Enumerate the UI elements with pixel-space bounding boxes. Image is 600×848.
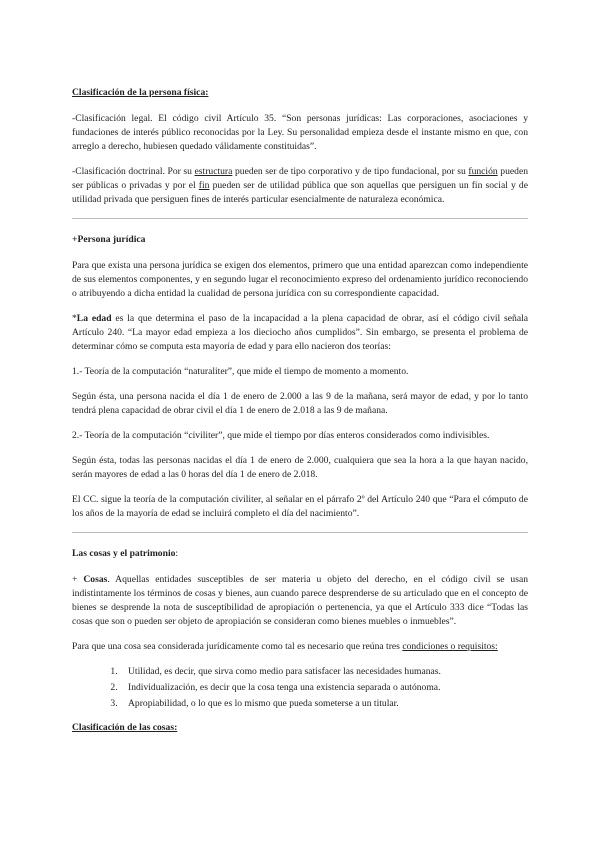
paragraph-clasificacion-legal: -Clasificación legal. El código civil Artículo 35. “Son personas jurídicas: Las corporaciones, asociaciones y fundaciones de interés público reconocidas por la Ley. Su personalidad empieza desde el instante mismo en que, con arreglo a derecho, hubiesen quedado válidamente constituidas”.	[72, 113, 528, 152]
paragraph-clasificacion-doctrinal: -Clasificación doctrinal. Por su estructura pueden ser de tipo corporativo y de tipo fundacional, por su función pueden ser públicas o privadas y por el fin pueden ser de utilidad pública que son aquellas que persiguen un fin social y de utilidad privada que persiguen fines de interés particular esencialmente de naturaleza económica.	[72, 166, 529, 205]
section-title-cosas-patrimonio: Las cosas y el patrimonio:	[72, 548, 179, 559]
paragraph-elementos: Para que exista una persona jurídica se exigen dos elementos, primero que una entidad aparezcan como independiente de sus elementos componentes, y en segundo lugar el reconocimiento expreso del ordenamiento jurídico reconociendo o atribuyendo a dicha entidad la cualidad de persona jurídica con su correspondiente capacidad.	[72, 260, 528, 299]
paragraph-cc-civiliter: El CC. sigue la teoría de la computación civiliter, al señalar en el párrafo 2º del Artículo 240 que “Para el cómputo de los años de la mayoría de edad se incluirá completo el día del nacimiento”.	[72, 494, 528, 519]
list-item: 2. Individualización, es decir que la cosa tenga una existencia separada o autónoma.	[120, 681, 528, 695]
paragraph-cosas: + Cosas. Aquellas entidades susceptibles de ser materia u objeto del derecho, en el código civil se usan indistintamente los términos de cosas y bienes, aun cuando parece desprenderse de su articulado que en el concepto de bienes se desprende la nota de susceptibilidad de apropiación o pertenencia, ya que el Artículo 333 dice “Todas las cosas que son o pueden ser objeto de apropiación se consideran como bienes muebles o inmuebles”.	[72, 574, 528, 627]
list-item: 3. Apropiabilidad, o lo que es lo mismo que pueda someterse a un titular.	[120, 697, 528, 711]
paragraph-teoria-civiliter: 2.- Teoría de la computación “civiliter”, que mide el tiempo por días enteros considerados como indivisibles.	[72, 430, 490, 441]
paragraph-ejemplo-civiliter: Según ésta, todas las personas nacidas el día 1 de enero de 2.000, cualquiera que sea la hora a la que hayan nacido, serán mayores de edad a las 0 horas del día 1 de enero de 2.018.	[72, 455, 528, 480]
list-item: 1. Utilidad, es decir, que sirva como medio para satisfacer las necesidades humanas.	[120, 665, 528, 679]
paragraph-ejemplo-naturaliter: Según ésta, una persona nacida el día 1 de enero de 2.000 a las 9 de la mañana, será mayor de edad, y por lo tanto tendrá plena capacidad de obrar civil el día 1 de enero de 2.018 a las 9 de mañana.	[72, 391, 528, 416]
section-divider	[72, 218, 528, 219]
document-body	[72, 86, 528, 747]
paragraph-la-edad: *La edad es la que determina el paso de la incapacidad a la plena capacidad de obrar, así el código civil señala Artículo 240. “La mayor edad empieza a los dieciocho años cumplidos”. Sin embargo, se presenta el problema de determinar cómo se computa esta mayoría de edad y para ello nacieron dos teorías:	[72, 313, 529, 352]
section-title-clasificacion-persona: Clasificación de la persona física:	[72, 87, 209, 98]
paragraph-requisitos: Para que una cosa sea considerada jurídicamente como tal es necesario que reúna tres condiciones o requisitos:	[72, 641, 498, 652]
section-title-clasificacion-cosas: Clasificación de las cosas:	[72, 722, 178, 733]
requisitos-list	[72, 665, 528, 711]
section-title-persona-juridica: +Persona jurídica	[72, 234, 146, 245]
section-divider	[72, 532, 528, 533]
paragraph-teoria-naturaliter: 1.- Teoría de la computación “naturaliter”, que mide el tiempo de momento a momento.	[72, 366, 409, 377]
